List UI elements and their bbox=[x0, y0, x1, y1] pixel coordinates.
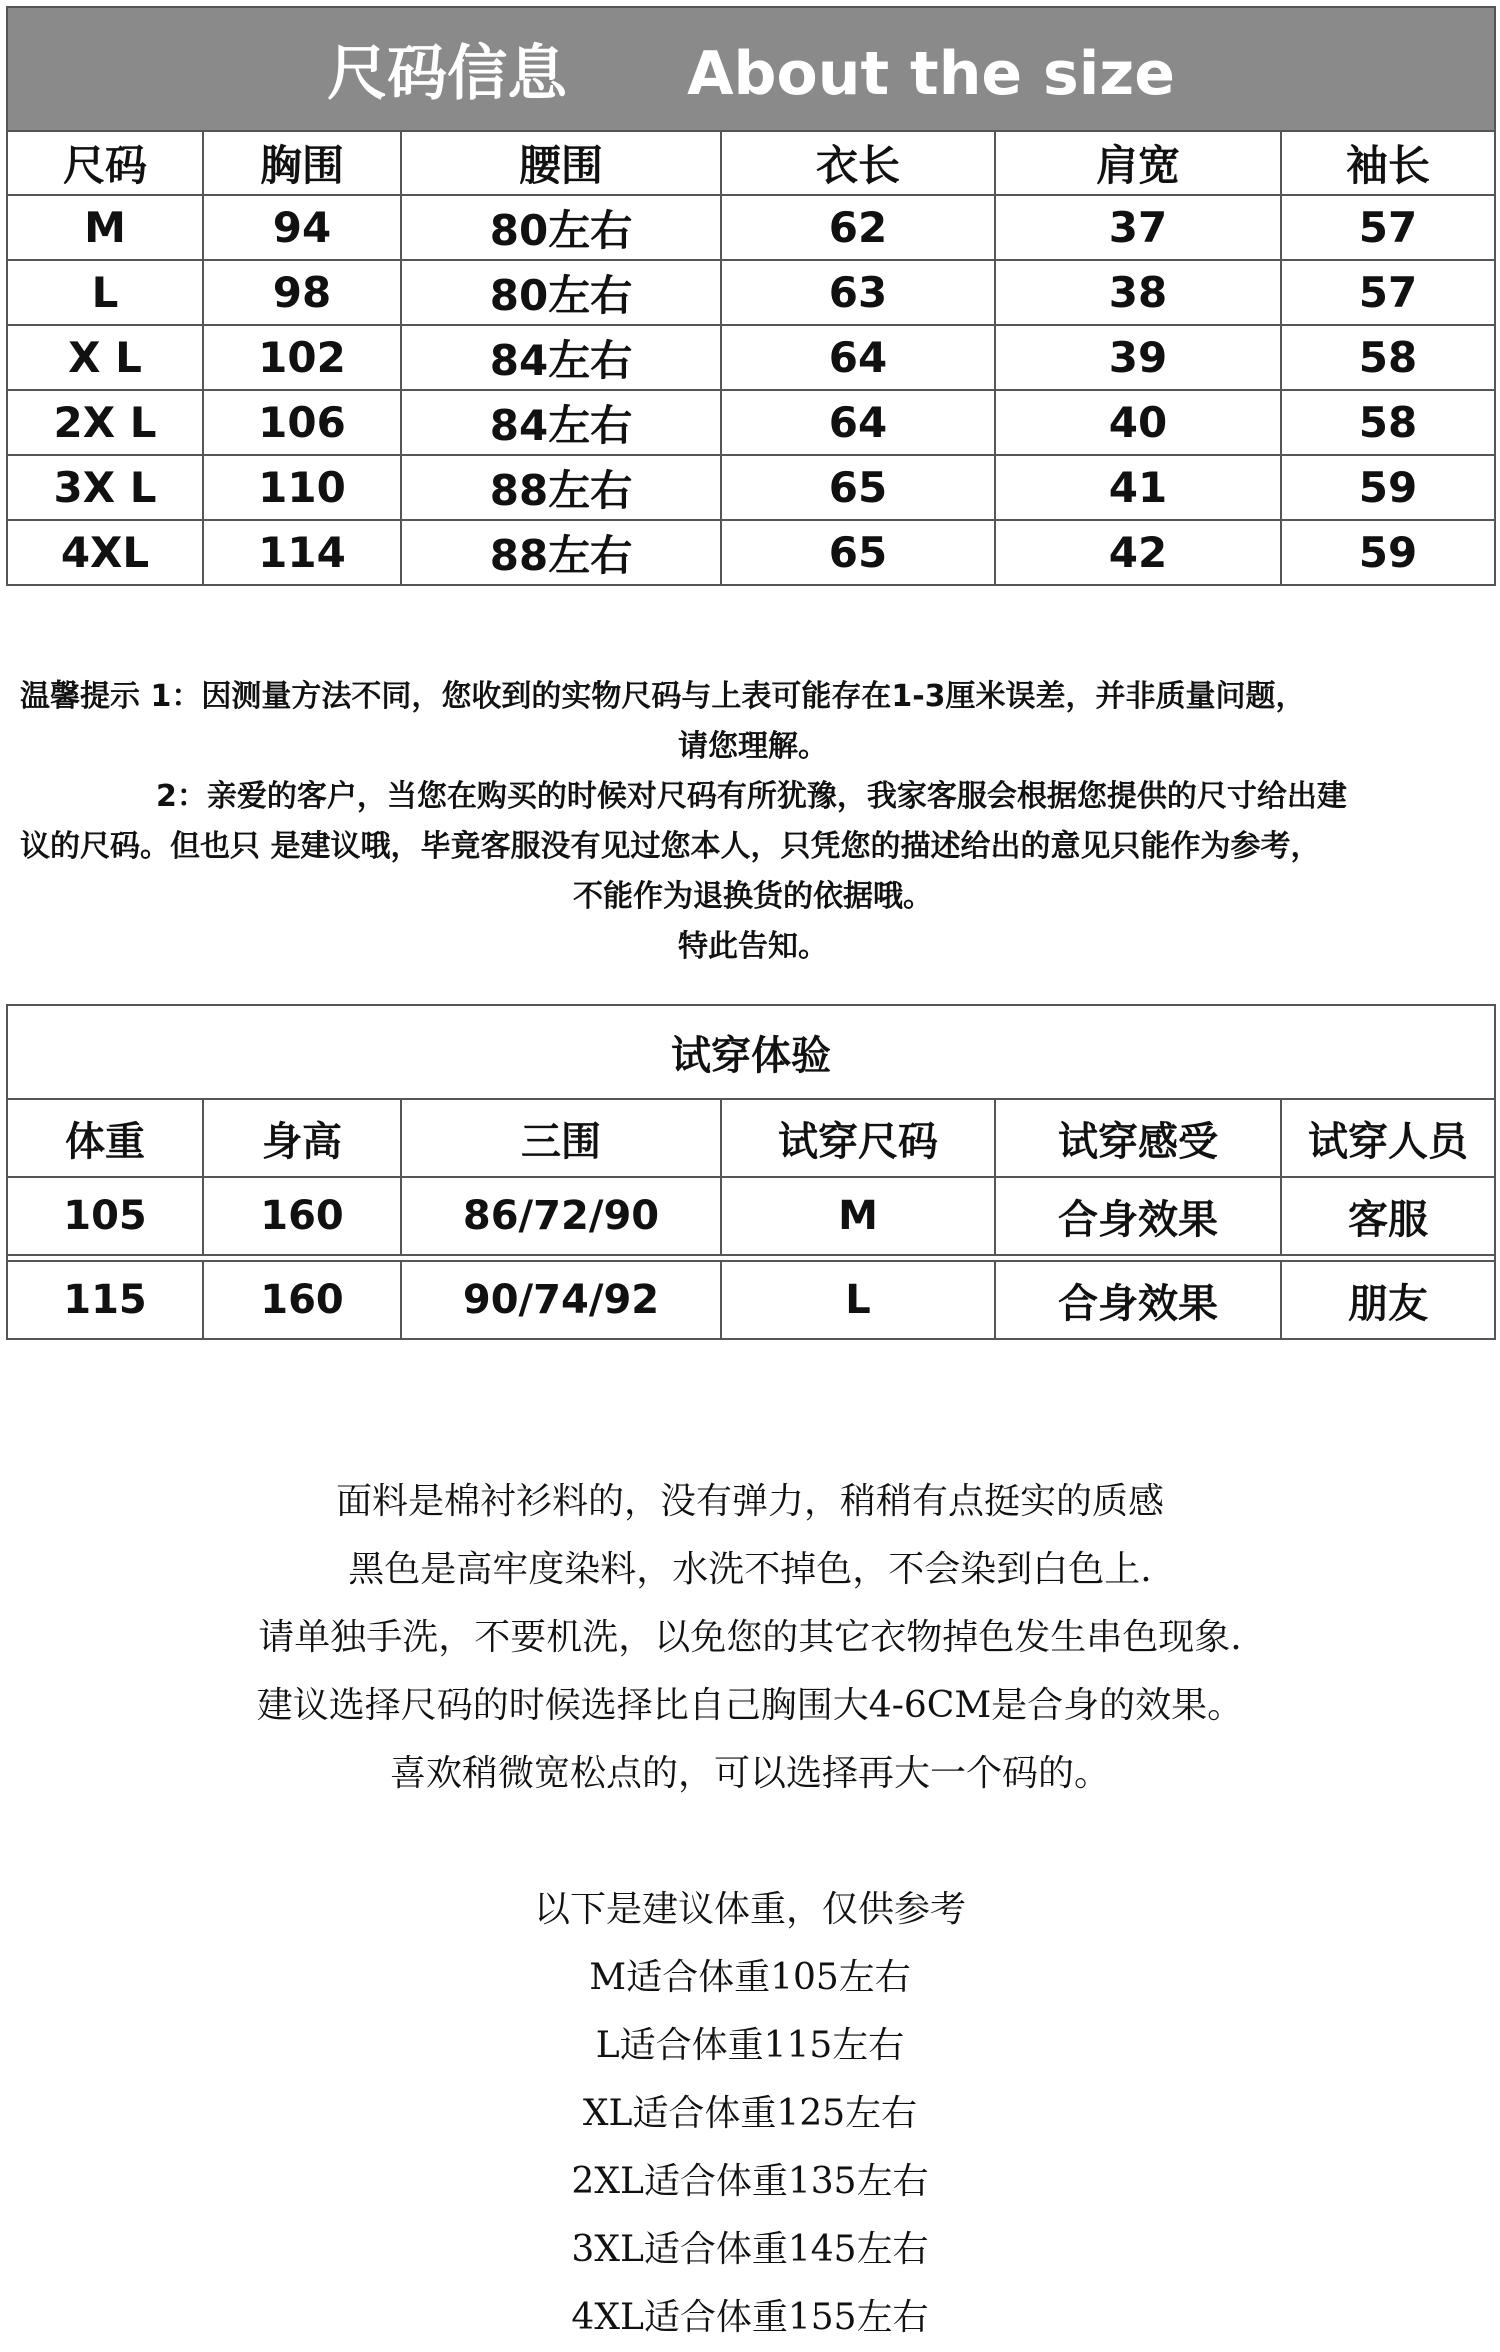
table-cell: 42 bbox=[995, 520, 1281, 585]
table-cell: 57 bbox=[1281, 260, 1495, 325]
table-cell: 86/72/90 bbox=[401, 1177, 721, 1255]
table-cell: L bbox=[721, 1261, 995, 1339]
table-cell: 63 bbox=[721, 260, 995, 325]
table-cell: 39 bbox=[995, 325, 1281, 390]
header-cell: 三围 bbox=[401, 1099, 721, 1177]
table-cell: 64 bbox=[721, 390, 995, 455]
table-row bbox=[7, 260, 1495, 325]
table-cell: 41 bbox=[995, 455, 1281, 520]
tip-line: 请您理解。 bbox=[678, 729, 828, 764]
header-cell: 肩宽 bbox=[995, 131, 1281, 195]
table-cell: 160 bbox=[203, 1261, 401, 1339]
table-cell: 115 bbox=[7, 1261, 203, 1339]
note-line: 请单独手洗，不要机洗，以免您的其它衣物掉色发生串色现象. bbox=[258, 1617, 1242, 1658]
table-cell: 114 bbox=[203, 520, 401, 585]
weight-title: 以下是建议体重，仅供参考 bbox=[533, 1889, 966, 1930]
table-cell: 105 bbox=[7, 1177, 203, 1255]
notes-section bbox=[0, 1468, 1500, 2352]
table-cell: 80左右 bbox=[401, 195, 721, 260]
try-on-table bbox=[6, 1004, 1496, 1340]
weight-line: 2XL适合体重135左右 bbox=[571, 2161, 929, 2202]
table-cell: 58 bbox=[1281, 325, 1495, 390]
size-title-cn: 尺码信息 bbox=[327, 39, 568, 109]
header-cell: 试穿尺码 bbox=[721, 1099, 995, 1177]
weight-line: L适合体重115左右 bbox=[595, 2025, 905, 2066]
table-row bbox=[7, 455, 1495, 520]
table-cell: 90/74/92 bbox=[401, 1261, 721, 1339]
table-cell: 59 bbox=[1281, 455, 1495, 520]
table-cell: X L bbox=[7, 325, 203, 390]
tip-line: 2：亲爱的客户，当您在购买的时候对尺码有所犹豫，我家客服会根据您提供的尺寸给出建 bbox=[156, 779, 1347, 814]
size-table-header bbox=[7, 131, 1495, 195]
table-cell: 58 bbox=[1281, 390, 1495, 455]
table-cell: 37 bbox=[995, 195, 1281, 260]
table-cell: 65 bbox=[721, 520, 995, 585]
header-cell: 衣长 bbox=[721, 131, 995, 195]
table-cell: 102 bbox=[203, 325, 401, 390]
table-cell: 40 bbox=[995, 390, 1281, 455]
note-line: 喜欢稍微宽松点的，可以选择再大一个码的。 bbox=[389, 1753, 1110, 1794]
note-line: 面料是棉衬衫料的，没有弹力，稍稍有点挺实的质感 bbox=[335, 1481, 1164, 1522]
table-cell: 106 bbox=[203, 390, 401, 455]
table-row bbox=[7, 195, 1495, 260]
try-on-header bbox=[7, 1099, 1495, 1177]
weight-line: M适合体重105左右 bbox=[589, 1957, 911, 1998]
tip-line: 不能作为退换货的依据哦。 bbox=[573, 879, 933, 914]
tip-line: 特此告知。 bbox=[678, 929, 828, 964]
header-cell: 体重 bbox=[7, 1099, 203, 1177]
table-cell: 合身效果 bbox=[995, 1261, 1281, 1339]
note-line: 建议选择尺码的时候选择比自己胸围大4-6CM是合身的效果。 bbox=[256, 1685, 1244, 1726]
header-cell: 袖长 bbox=[1281, 131, 1495, 195]
table-cell: 朋友 bbox=[1281, 1261, 1495, 1339]
table-cell: 160 bbox=[203, 1177, 401, 1255]
table-row bbox=[7, 520, 1495, 585]
table-row bbox=[7, 325, 1495, 390]
table-cell: 62 bbox=[721, 195, 995, 260]
header-cell: 身高 bbox=[203, 1099, 401, 1177]
table-row bbox=[7, 1261, 1495, 1339]
size-title-en: About the size bbox=[687, 39, 1175, 109]
weight-line: 3XL适合体重145左右 bbox=[571, 2229, 929, 2270]
weight-line: XL适合体重125左右 bbox=[582, 2093, 918, 2134]
size-table-banner bbox=[7, 7, 1495, 131]
table-cell: 94 bbox=[203, 195, 401, 260]
table-cell: 合身效果 bbox=[995, 1177, 1281, 1255]
note-line: 黑色是高牢度染料，水洗不掉色，不会染到白色上. bbox=[348, 1549, 1152, 1590]
table-row bbox=[7, 1177, 1495, 1255]
header-cell: 试穿感受 bbox=[995, 1099, 1281, 1177]
table-cell: 59 bbox=[1281, 520, 1495, 585]
table-cell: 98 bbox=[203, 260, 401, 325]
header-cell: 试穿人员 bbox=[1281, 1099, 1495, 1177]
table-cell: 84左右 bbox=[401, 325, 721, 390]
table-cell: 38 bbox=[995, 260, 1281, 325]
table-cell: M bbox=[721, 1177, 995, 1255]
size-table bbox=[6, 6, 1496, 586]
tip-line: 温馨提示 1：因测量方法不同，您收到的实物尺码与上表可能存在1-3厘米误差，并非质量问题， bbox=[20, 679, 1306, 714]
table-cell: 57 bbox=[1281, 195, 1495, 260]
try-on-title: 试穿体验 bbox=[7, 1005, 1495, 1099]
table-cell: 3X L bbox=[7, 455, 203, 520]
tips-section bbox=[20, 672, 1486, 972]
table-cell: 64 bbox=[721, 325, 995, 390]
table-cell: 2X L bbox=[7, 390, 203, 455]
header-cell: 尺码 bbox=[7, 131, 203, 195]
weight-line: 4XL适合体重155左右 bbox=[571, 2297, 929, 2338]
table-cell: 110 bbox=[203, 455, 401, 520]
table-row bbox=[7, 390, 1495, 455]
table-cell: 88左右 bbox=[401, 520, 721, 585]
table-cell: 84左右 bbox=[401, 390, 721, 455]
table-cell: 88左右 bbox=[401, 455, 721, 520]
table-cell: 80左右 bbox=[401, 260, 721, 325]
spacer bbox=[0, 1808, 1500, 1876]
header-cell: 胸围 bbox=[203, 131, 401, 195]
table-cell: L bbox=[7, 260, 203, 325]
table-cell: 4XL bbox=[7, 520, 203, 585]
header-cell: 腰围 bbox=[401, 131, 721, 195]
table-cell: 65 bbox=[721, 455, 995, 520]
table-cell: M bbox=[7, 195, 203, 260]
table-cell: 客服 bbox=[1281, 1177, 1495, 1255]
tip-line: 议的尺码。但也只 是建议哦，毕竟客服没有见过您本人，只凭您的描述给出的意见只能作为参考， bbox=[20, 829, 1321, 864]
